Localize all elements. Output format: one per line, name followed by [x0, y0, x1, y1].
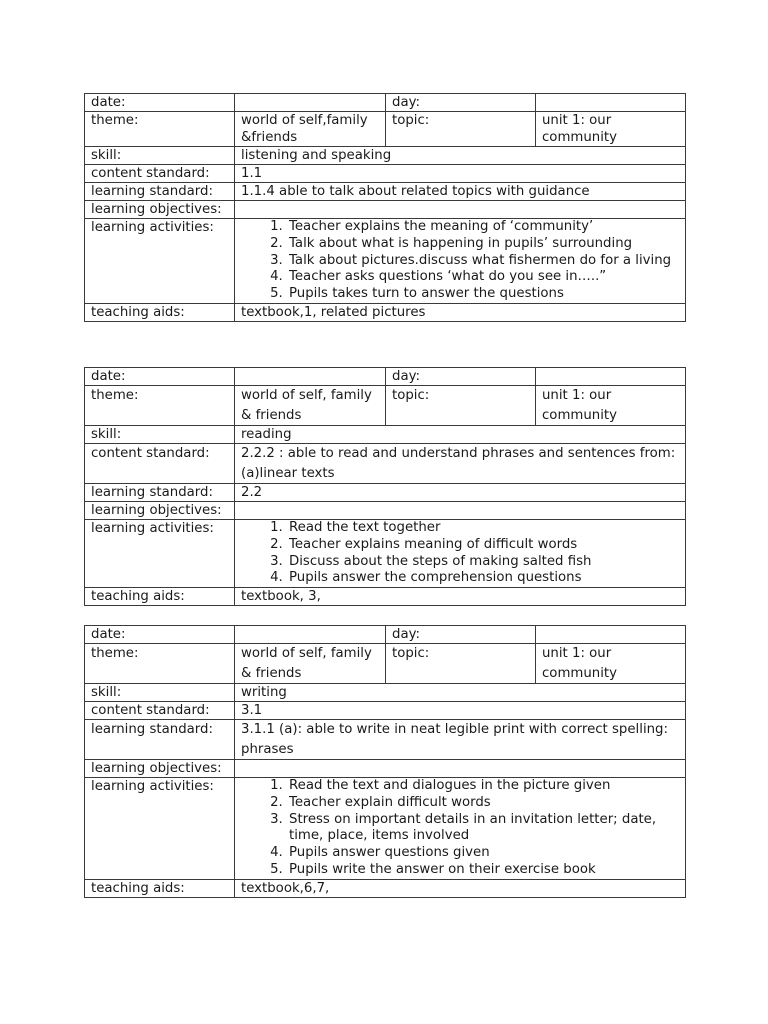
activity-item: 2. Teacher explain difficult words [287, 795, 679, 812]
teaching-aids-label: teaching aids: [85, 303, 235, 321]
learning-standard-value: 1.1.4 able to talk about related topics with guidance [235, 183, 686, 201]
content-standard-value: 3.1 [235, 702, 686, 720]
content-standard-label: content standard: [85, 165, 235, 183]
lesson-plan-table-3 [84, 625, 686, 898]
teaching-aids-value: textbook,1, related pictures [235, 303, 686, 321]
learning-objectives-value[interactable] [235, 502, 686, 520]
activities-list [241, 778, 679, 879]
activity-item: 3. Discuss about the steps of making salted fish [287, 554, 679, 571]
date-value[interactable] [235, 368, 386, 386]
activity-item: 4. Pupils answer questions given [287, 845, 679, 862]
teaching-aids-label: teaching aids: [85, 588, 235, 606]
learning-activities-label: learning activities: [85, 219, 235, 304]
learning-standard-row [85, 183, 686, 201]
theme-value: world of self, family & friends [235, 644, 386, 684]
date-value[interactable] [235, 94, 386, 112]
activity-item: 5. Pupils write the answer on their exercise book [287, 862, 679, 879]
content-standard-row [85, 444, 686, 484]
day-label: day: [386, 94, 536, 112]
learning-objectives-value[interactable] [235, 760, 686, 778]
theme-row [85, 386, 686, 426]
teaching-aids-value: textbook, 3, [235, 588, 686, 606]
activity-item: 3. Talk about pictures.discuss what fishermen do for a living [287, 253, 679, 270]
skill-row [85, 147, 686, 165]
learning-objectives-label: learning objectives: [85, 201, 235, 219]
activity-item: 2. Teacher explains meaning of difficult words [287, 537, 679, 554]
teaching-aids-label: teaching aids: [85, 879, 235, 897]
day-value[interactable] [536, 94, 686, 112]
lesson-plan-table-1 [84, 93, 686, 322]
skill-row [85, 684, 686, 702]
learning-activities-row [85, 778, 686, 880]
lesson-plan-table-2 [84, 367, 686, 606]
learning-activities-row [85, 219, 686, 304]
topic-value: unit 1: our community [536, 644, 686, 684]
date-label: date: [85, 368, 235, 386]
activity-item: 4. Pupils answer the comprehension questions [287, 570, 679, 587]
skill-value: writing [235, 684, 686, 702]
activity-item: 5. Pupils takes turn to answer the questions [287, 286, 679, 303]
activity-item: 3. Stress on important details in an invitation letter; date, time, place, items involved [287, 812, 679, 846]
date-label: date: [85, 626, 235, 644]
learning-objectives-value[interactable] [235, 201, 686, 219]
learning-standard-label: learning standard: [85, 484, 235, 502]
theme-label: theme: [85, 112, 235, 147]
topic-value: unit 1: our community [536, 112, 686, 147]
learning-standard-label: learning standard: [85, 183, 235, 201]
learning-activities-cell [235, 520, 686, 588]
topic-label: topic: [386, 112, 536, 147]
theme-value: world of self,family &friends [235, 112, 386, 147]
theme-value: world of self, family & friends [235, 386, 386, 426]
content-standard-row [85, 702, 686, 720]
learning-objectives-row [85, 201, 686, 219]
theme-label: theme: [85, 644, 235, 684]
teaching-aids-row [85, 588, 686, 606]
skill-value: listening and speaking [235, 147, 686, 165]
theme-row [85, 112, 686, 147]
learning-standard-label: learning standard: [85, 720, 235, 760]
date-row [85, 626, 686, 644]
teaching-aids-value: textbook,6,7, [235, 879, 686, 897]
content-standard-value: 2.2.2 : able to read and understand phrases and sentences from: (a)linear texts [235, 444, 686, 484]
learning-activities-cell [235, 778, 686, 880]
activities-list [241, 520, 679, 587]
skill-row [85, 426, 686, 444]
topic-label: topic: [386, 386, 536, 426]
content-standard-label: content standard: [85, 444, 235, 484]
skill-value: reading [235, 426, 686, 444]
learning-objectives-row [85, 502, 686, 520]
date-row [85, 368, 686, 386]
activities-list [241, 219, 679, 303]
learning-objectives-label: learning objectives: [85, 760, 235, 778]
activity-item: 2. Talk about what is happening in pupils’ surrounding [287, 236, 679, 253]
teaching-aids-row [85, 879, 686, 897]
date-value[interactable] [235, 626, 386, 644]
content-standard-value: 1.1 [235, 165, 686, 183]
learning-objectives-row [85, 760, 686, 778]
day-label: day: [386, 368, 536, 386]
content-standard-row [85, 165, 686, 183]
theme-row [85, 644, 686, 684]
activity-item: 1. Read the text and dialogues in the picture given [287, 778, 679, 795]
activity-item: 1. Read the text together [287, 520, 679, 537]
content-standard-label: content standard: [85, 702, 235, 720]
learning-activities-label: learning activities: [85, 520, 235, 588]
topic-value: unit 1: our community [536, 386, 686, 426]
activity-item: 4. Teacher asks questions ‘what do you see in…..” [287, 269, 679, 286]
skill-label: skill: [85, 426, 235, 444]
skill-label: skill: [85, 147, 235, 165]
learning-objectives-label: learning objectives: [85, 502, 235, 520]
day-value[interactable] [536, 626, 686, 644]
learning-standard-row [85, 484, 686, 502]
learning-activities-label: learning activities: [85, 778, 235, 880]
learning-standard-row [85, 720, 686, 760]
teaching-aids-row [85, 303, 686, 321]
theme-label: theme: [85, 386, 235, 426]
learning-standard-value: 2.2 [235, 484, 686, 502]
day-label: day: [386, 626, 536, 644]
learning-standard-value: 3.1.1 (a): able to write in neat legible print with correct spelling: phrases [235, 720, 686, 760]
date-row [85, 94, 686, 112]
skill-label: skill: [85, 684, 235, 702]
learning-activities-cell [235, 219, 686, 304]
activity-item: 1. Teacher explains the meaning of ‘community’ [287, 219, 679, 236]
topic-label: topic: [386, 644, 536, 684]
day-value[interactable] [536, 368, 686, 386]
learning-activities-row [85, 520, 686, 588]
date-label: date: [85, 94, 235, 112]
